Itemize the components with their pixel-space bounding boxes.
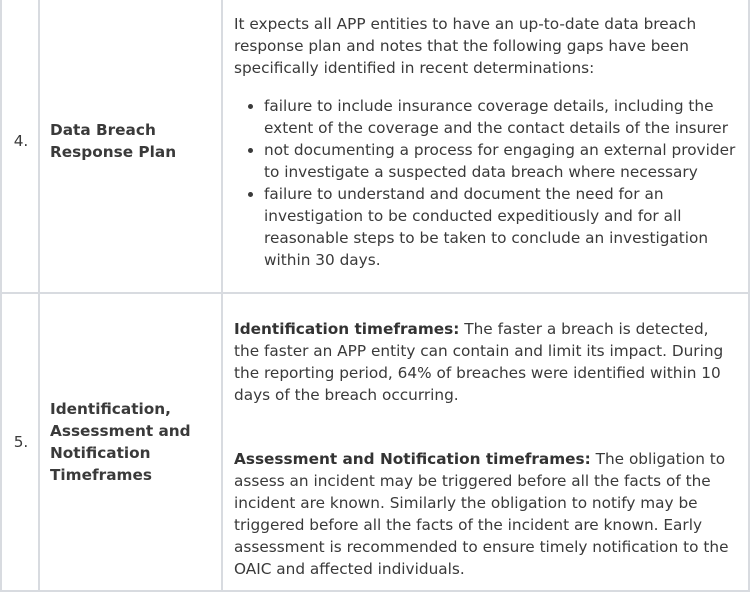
paragraph-heading: Identification timeframes:	[234, 319, 460, 338]
assessment-paragraph	[234, 448, 738, 580]
gaps-list	[234, 95, 738, 271]
row-content	[222, 0, 749, 293]
row-content	[222, 293, 749, 591]
identification-paragraph	[234, 318, 738, 406]
table-row	[1, 0, 749, 293]
paragraph-text: The faster a breach is detected, the faster an APP entity can contain and limit its impact. During the reporting period, 64% of breaches were identified within 10 days of the breach occurring.	[234, 319, 724, 404]
paragraph-text: The obligation to assess an incident may be triggered before all the facts of the incident are known. Similarly the obligation to notify may be triggered before all the facts of the incident are known. Early assessment is recommended to ensure timely notification to the OAIC and affected individuals.	[234, 449, 729, 578]
list-item: • failure to include insurance coverage details, including the extent of the coverage and the contact details of the insurer	[264, 95, 738, 139]
row-number: 5.	[1, 293, 39, 591]
table-row	[1, 293, 749, 591]
row-topic: Data Breach Response Plan	[39, 0, 222, 293]
list-item: • not documenting a process for engaging an external provider to investigate a suspected data breach where necessary	[264, 139, 738, 183]
paragraph-heading: Assessment and Notification timeframes:	[234, 449, 591, 468]
row-topic: Identification, Assessment and Notification Timeframes	[39, 293, 222, 591]
list-item: • failure to understand and document the need for an investigation to be conducted expeditiously and for all reasonable steps to be taken to conclude an investigation within 30 days.	[264, 183, 738, 271]
intro-paragraph: It expects all APP entities to have an up-to-date data breach response plan and notes that the following gaps have been specifically identified in recent determinations:	[234, 15, 697, 77]
row-number: 4.	[1, 0, 39, 293]
